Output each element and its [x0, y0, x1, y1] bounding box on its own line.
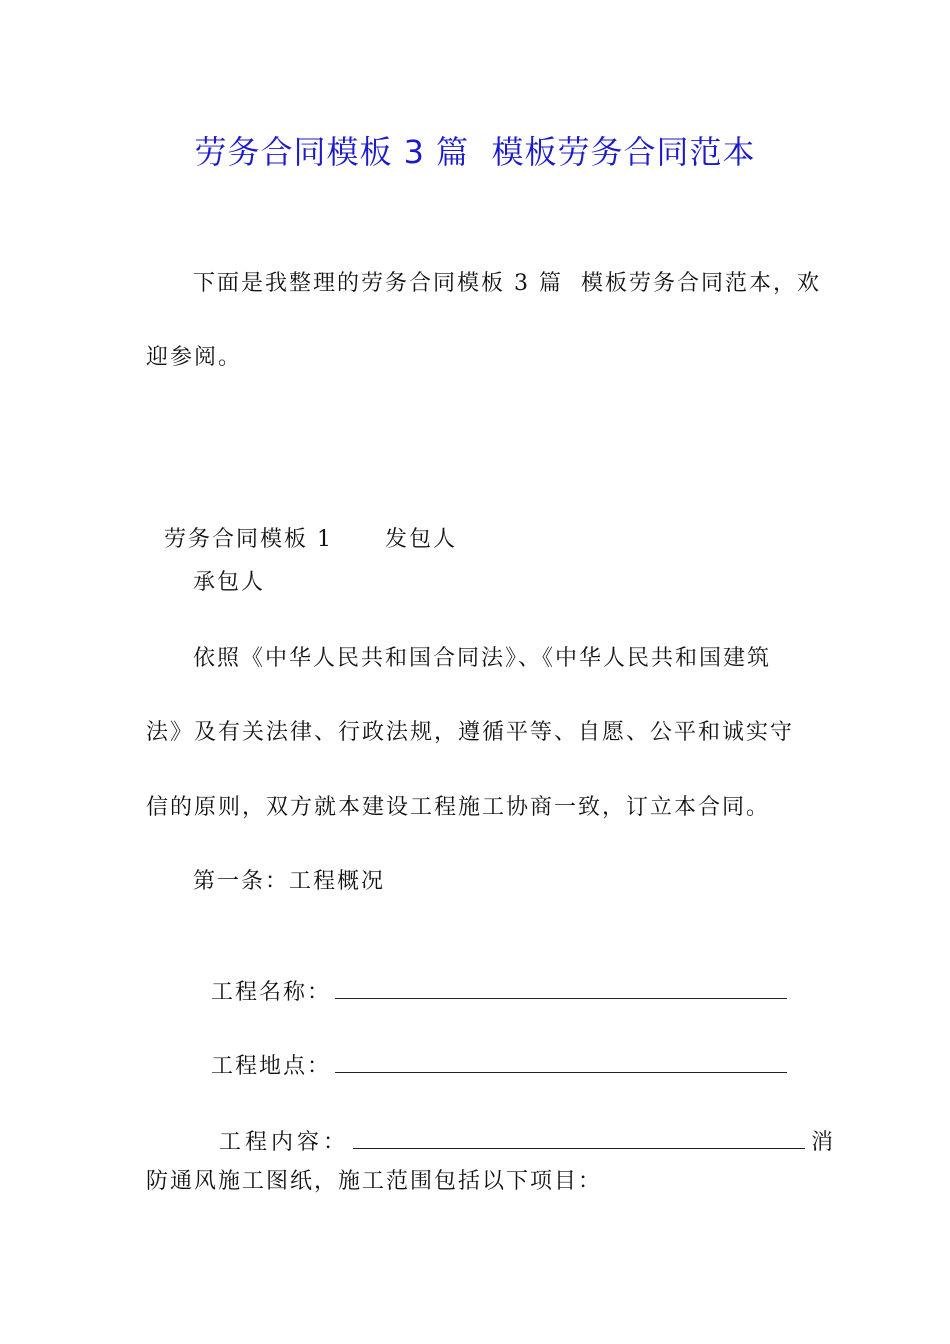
project-content-row: [197, 1092, 837, 1159]
party-b-label: 承包人: [193, 570, 266, 595]
project-name-row: [193, 942, 787, 1009]
basis-line-3: 信的原则，双方就本建设工程施工协商一致，订立本合同。: [146, 795, 771, 820]
project-content-blank: [353, 1124, 805, 1149]
project-content-label: 工程内容：: [219, 1130, 350, 1155]
intro-line-2: 迎参阅。: [146, 345, 243, 370]
intro-line-1: 下面是我整理的劳务合同模板 3 篇 模板劳务合同范本，欢: [193, 271, 821, 296]
project-name-label: 工程名称：: [211, 980, 332, 1005]
article-1-heading: 第一条：工程概况: [193, 869, 386, 894]
project-site-label: 工程地点：: [211, 1054, 332, 1079]
document-title: 劳务合同模板 3 篇 模板劳务合同范本: [194, 133, 756, 171]
scope-line: 防通风施工图纸，施工范围包括以下项目：: [146, 1169, 603, 1194]
template-heading: 劳务合同模板 1: [164, 527, 333, 552]
basis-line-1: 依照《中华人民共和国合同法》、《中华人民共和国建筑: [193, 646, 772, 671]
template-heading-row: [146, 492, 457, 556]
basis-line-2: 法》及有关法律、行政法规，遵循平等、自愿、公平和诚实守: [146, 720, 795, 745]
project-name-blank: [335, 974, 787, 999]
project-site-blank: [335, 1048, 787, 1073]
project-content-tail: 消: [811, 1130, 838, 1155]
project-site-row: [193, 1016, 787, 1083]
party-a-label: 发包人: [385, 527, 458, 552]
